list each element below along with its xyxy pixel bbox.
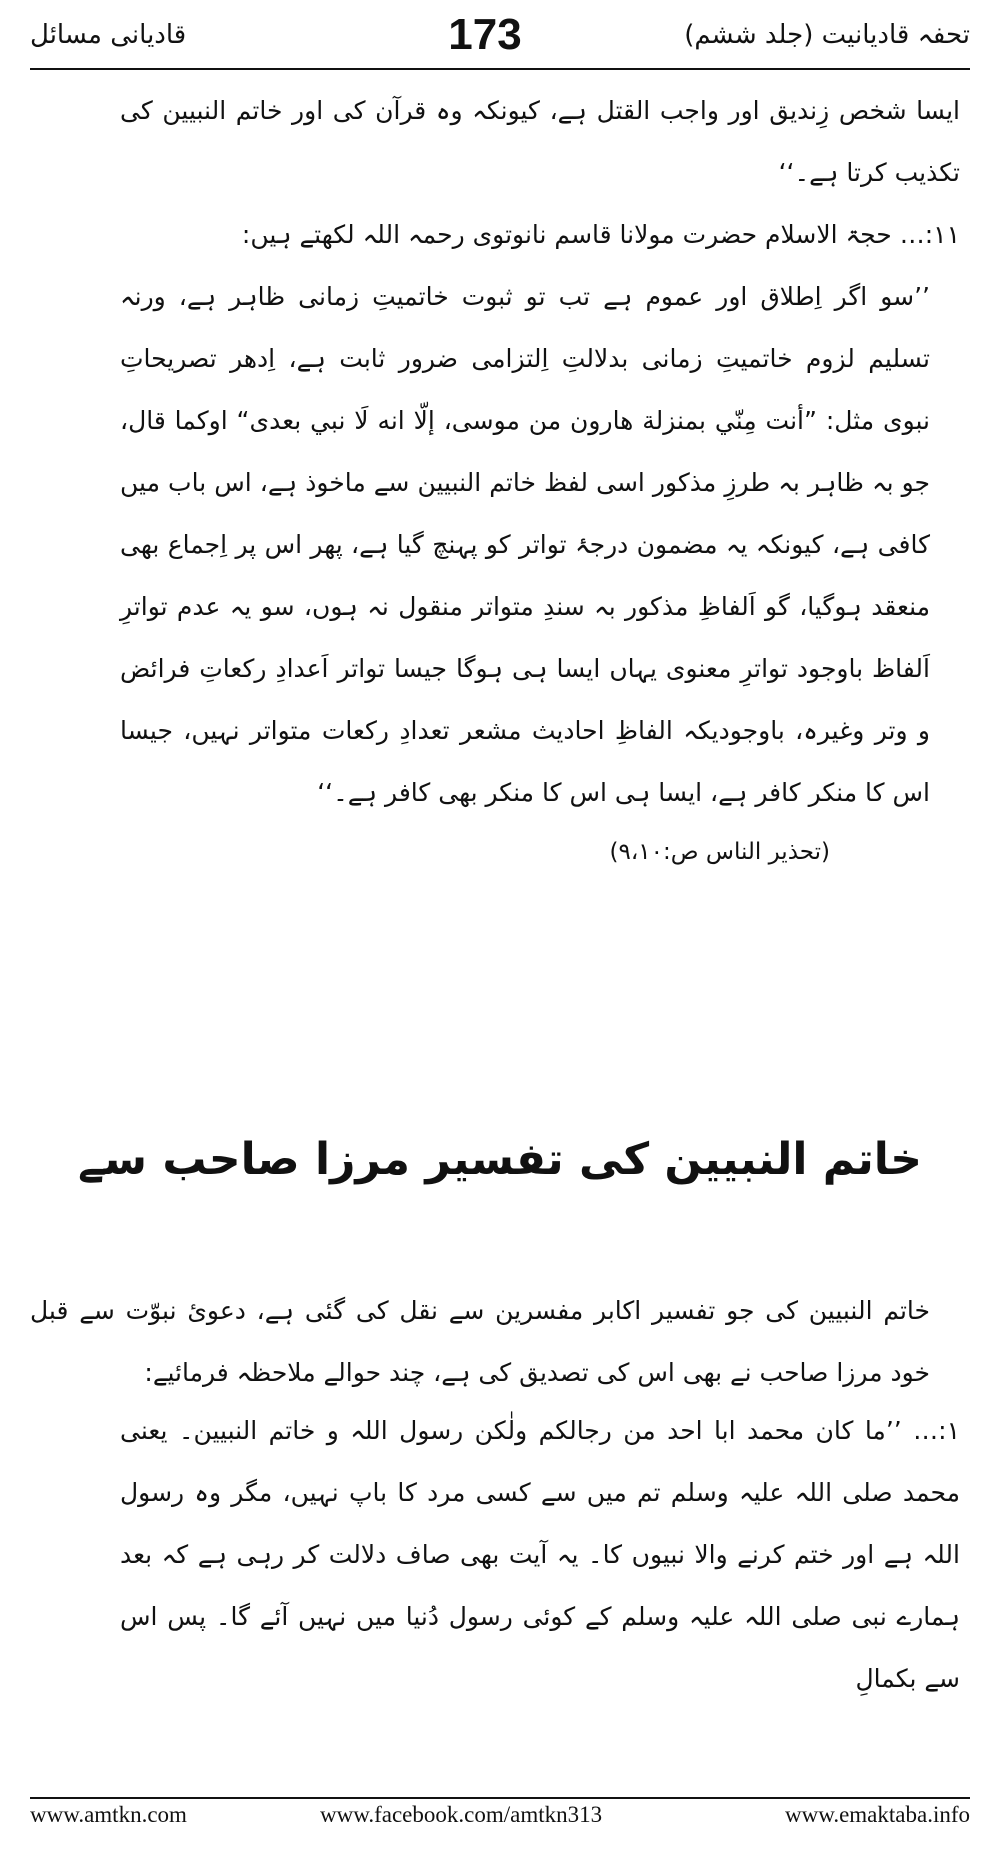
reference: (تحذیر الناس ص:۹،۱۰): [609, 839, 830, 865]
page-footer: [30, 1802, 970, 1838]
section-intro: خاتم النبیین کی جو تفسیر اکابر مفسرین سے نقل کی گئی ہے، دعویٔ نبوّت سے قبل خود مرزا صاحب نے بھی اس کی تصدیق کی ہے، چند حوالے ملاحظہ فرمائیے:: [30, 1296, 930, 1387]
section-intro-block: [30, 1280, 930, 1404]
quotation: ’’سو اگر اِطلاق اور عموم ہے تب تو ثبوت خاتمیتِ زمانی ظاہر ہے، ورنہ تسلیم لزوم خاتمیتِ زمانی بدلالتِ اِلتزامی ضرور ثابت ہے، اِدھر تصریحاتِ نبوی مثل: ”أنت مِنّي بمنزلة هارون من موسى، إلّا انه لَا نبي بعدی“ اوکما قال، جو بہ ظاہر بہ طرزِ مذکور اسی لفظ خاتم النبیین سے ماخوذ ہے، اس باب میں کافی ہے، کیونکہ یہ مضمون درجۂ تواتر کو پہنچ گیا ہے، پھر اس پر اِجماع بھی منعقد ہوگیا، گو اَلفاظِ مذکور بہ سندِ متواتر منقول نہ ہوں، سو یہ عدم تواترِ اَلفاظ باوجود تواترِ معنوی یہاں ایسا ہی ہوگا جیسا تواتر اَعدادِ رکعاتِ فرائض و وتر وغیرہ، باوجودیکہ الفاظِ احادیث مشعر تعدادِ رکعات متواتر نہیں، جیسا اس کا منکر کافر ہے، ایسا ہی اس کا منکر بھی کافر ہے۔‘‘: [120, 282, 930, 807]
page-header: [30, 10, 970, 66]
section-heading: خاتم النبیین کی تفسیر مرزا صاحب سے: [77, 1134, 922, 1185]
section-title: قادیانی مسائل: [30, 20, 187, 50]
header-rule: [30, 68, 970, 70]
page-number: 173: [448, 10, 522, 59]
book-title: تحفہ قادیانیت (جلد ششم): [684, 20, 970, 50]
footer-rule: [30, 1797, 970, 1799]
paragraph-1: ایسا شخص زِندیق اور واجب القتل ہے، کیونکہ وہ قرآن کی اور خاتم النبیین کی تکذیب کرتا ہے۔‘‘: [120, 96, 960, 187]
footer-link-facebook[interactable]: www.facebook.com/amtkn313: [320, 1802, 603, 1827]
section-quote-block: [120, 1400, 960, 1710]
footer-link-amtkn[interactable]: www.amtkn.com: [30, 1802, 187, 1827]
body-text: [120, 80, 960, 880]
footer-link-emaktaba[interactable]: www.emaktaba.info: [785, 1802, 970, 1827]
paragraph-2: ۱۱:… حجۃ الاسلام حضرت مولانا قاسم نانوتوی رحمہ اللہ لکھتے ہیں:: [241, 220, 960, 249]
section-quote-1: ۱:… ’’ما کان محمد ابا احد من رجالکم ولٰکن رسول اللہ و خاتم النبیین۔ یعنی محمد صلی اللہ علیہ وسلم تم میں سے کسی مرد کا باپ نہیں، مگر وہ رسول اللہ ہے اور ختم کرنے والا نبیوں کا۔ یہ آیت بھی صاف دلالت کر رہی ہے کہ بعد ہمارے نبی صلی اللہ علیہ وسلم کے کوئی رسول دُنیا میں نہیں آئے گا۔ پس اس سے بکمالِ: [120, 1416, 960, 1693]
